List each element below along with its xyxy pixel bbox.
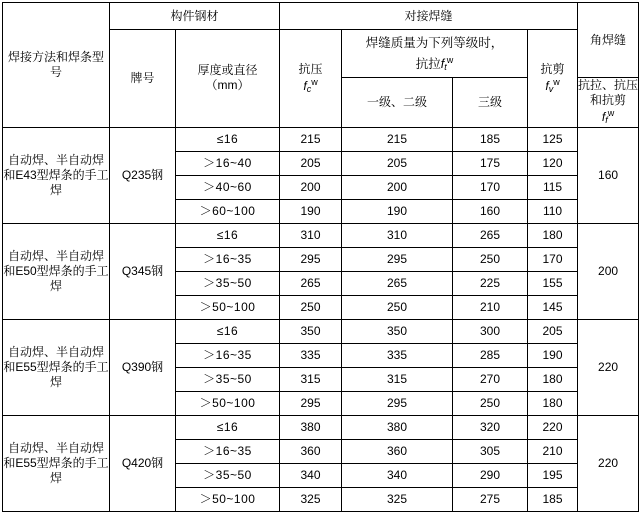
cell-thickness: ＞16~35 [176,343,280,367]
cell-thickness: ＞50~100 [176,487,280,511]
table-row [3,127,639,151]
cell-compression: 350 [280,319,342,343]
cell-level-12: 295 [342,391,453,415]
cell-shear: 190 [528,343,578,367]
cell-shear: 120 [528,151,578,175]
header-shear-symbol: $f_v^w$ [545,76,560,94]
cell-compression: 265 [280,271,342,295]
cell-level-12: 215 [342,127,453,151]
header-thickness-label: 厚度或直径 [197,63,258,78]
cell-compression: 310 [280,223,342,247]
cell-level-12: 315 [342,367,453,391]
cell-level-12: 310 [342,223,453,247]
cell-level-3: 170 [453,175,528,199]
cell-level-3: 160 [453,199,528,223]
cell-level-3: 175 [453,151,528,175]
cell-thickness: ＞16~40 [176,151,280,175]
cell-shear: 180 [528,367,578,391]
weld-strength-table [2,2,639,512]
cell-compression: 335 [280,343,342,367]
header-compression-label: 抗压 [298,61,323,76]
cell-brand: Q345钢 [110,223,176,319]
cell-thickness: ≤16 [176,223,280,247]
cell-compression: 200 [280,175,342,199]
cell-level-12: 200 [342,175,453,199]
cell-level-3: 210 [453,295,528,319]
cell-fillet: 160 [578,127,639,223]
cell-shear: 155 [528,271,578,295]
header-quality-line1: 焊缝质量为下列等级时， [365,36,504,50]
header-compression [280,30,342,128]
cell-level-3: 270 [453,367,528,391]
cell-thickness: ＞60~100 [176,199,280,223]
cell-thickness: ＞35~50 [176,367,280,391]
cell-level-3: 300 [453,319,528,343]
cell-thickness: ≤16 [176,127,280,151]
header-butt-weld-label: 对接焊缝 [404,8,453,23]
header-member-steel [110,3,280,30]
header-level-3 [453,78,528,127]
cell-thickness: ＞16~35 [176,247,280,271]
cell-level-3: 250 [453,247,528,271]
cell-shear: 180 [528,391,578,415]
header-member-steel-label: 构件钢材 [170,8,219,23]
cell-method: 自动焊、半自动焊和E55型焊条的手工焊 [3,319,110,415]
cell-shear: 210 [528,439,578,463]
cell-compression: 215 [280,127,342,151]
header-shear [528,30,578,128]
header-row-1 [3,3,639,30]
header-method-label: 焊接方法和焊条型号 [7,49,104,79]
header-quality-line2: 抗拉$f_t^w$ [415,55,454,72]
cell-shear: 205 [528,319,578,343]
cell-level-12: 295 [342,247,453,271]
cell-shear: 195 [528,463,578,487]
cell-level-3: 285 [453,343,528,367]
table-row [3,223,639,247]
cell-compression: 295 [280,247,342,271]
cell-level-3: 275 [453,487,528,511]
header-method [3,3,110,128]
header-fillet-symbol: $f_f^w$ [601,108,615,126]
header-fillet-line1: 抗拉、抗压 [578,78,639,93]
cell-level-3: 185 [453,127,528,151]
header-thickness [176,30,280,128]
header-brand-label: 牌号 [130,70,155,85]
cell-level-12: 250 [342,295,453,319]
cell-method: 自动焊、半自动焊和E43型焊条的手工焊 [3,127,110,223]
cell-thickness: ＞50~100 [176,391,280,415]
cell-brand: Q420钢 [110,415,176,511]
cell-fillet: 220 [578,415,639,511]
cell-level-12: 325 [342,487,453,511]
header-thickness-unit: （mm） [205,78,250,93]
cell-level-12: 350 [342,319,453,343]
cell-level-3: 265 [453,223,528,247]
cell-shear: 110 [528,199,578,223]
cell-level-12: 265 [342,271,453,295]
cell-level-12: 190 [342,199,453,223]
header-fillet-detail [578,78,639,127]
header-level-3-label: 三级 [478,95,503,110]
cell-compression: 325 [280,487,342,511]
cell-compression: 190 [280,199,342,223]
cell-method: 自动焊、半自动焊和E55型焊条的手工焊 [3,415,110,511]
cell-thickness: ≤16 [176,415,280,439]
cell-compression: 295 [280,391,342,415]
cell-shear: 185 [528,487,578,511]
header-fillet-line2: 和抗剪 [590,93,627,108]
cell-thickness: ≤16 [176,319,280,343]
header-butt-weld [280,3,578,30]
cell-compression: 205 [280,151,342,175]
cell-compression: 250 [280,295,342,319]
cell-thickness: ＞35~50 [176,463,280,487]
cell-compression: 340 [280,463,342,487]
cell-shear: 125 [528,127,578,151]
cell-brand: Q235钢 [110,127,176,223]
cell-shear: 180 [528,223,578,247]
cell-level-3: 290 [453,463,528,487]
cell-thickness: ＞16~35 [176,439,280,463]
cell-level-12: 335 [342,343,453,367]
cell-level-12: 340 [342,463,453,487]
cell-level-12: 360 [342,439,453,463]
cell-shear: 220 [528,415,578,439]
cell-level-3: 250 [453,391,528,415]
cell-level-12: 380 [342,415,453,439]
header-fillet-weld-label: 角焊缝 [590,32,627,47]
header-level-12-label: 一级、二级 [367,95,428,110]
cell-thickness: ＞50~100 [176,295,280,319]
header-compression-symbol: $f_c^w$ [303,76,318,94]
cell-method: 自动焊、半自动焊和E50型焊条的手工焊 [3,223,110,319]
cell-thickness: ＞35~50 [176,271,280,295]
table-row [3,415,639,439]
document-sheet [0,2,640,519]
cell-level-3: 225 [453,271,528,295]
cell-fillet: 220 [578,319,639,415]
header-brand [110,30,176,128]
table-row [3,319,639,343]
cell-shear: 170 [528,247,578,271]
cell-brand: Q390钢 [110,319,176,415]
header-quality-text [342,30,527,77]
cell-level-12: 205 [342,151,453,175]
cell-shear: 145 [528,295,578,319]
header-fillet-weld [578,3,639,78]
cell-thickness: ＞40~60 [176,175,280,199]
cell-shear: 115 [528,175,578,199]
cell-compression: 315 [280,367,342,391]
cell-fillet: 200 [578,223,639,319]
cell-level-3: 305 [453,439,528,463]
cell-compression: 380 [280,415,342,439]
cell-level-3: 320 [453,415,528,439]
cell-compression: 360 [280,439,342,463]
header-shear-label: 抗剪 [540,61,565,76]
header-level-12 [342,78,453,127]
header-quality-levels [342,30,528,78]
